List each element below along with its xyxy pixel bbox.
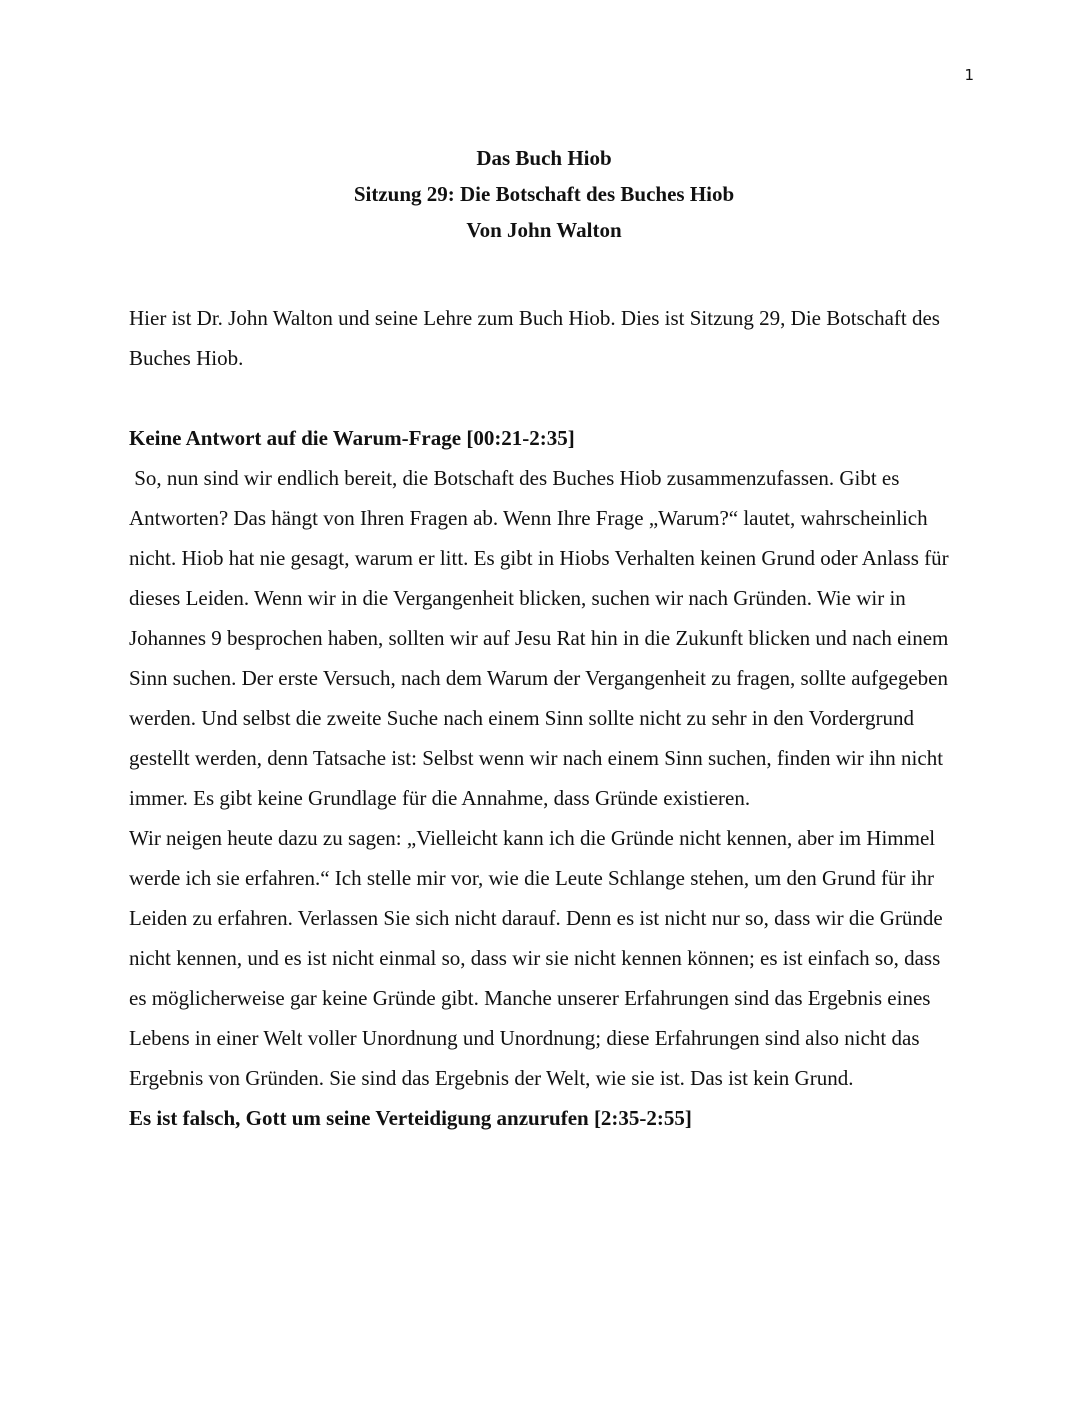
title-line-author: Von John Walton xyxy=(466,218,622,242)
intro-paragraph: Hier ist Dr. John Walton und seine Lehre zum Buch Hiob. Dies ist Sitzung 29, Die Botschaft des Buches Hiob. xyxy=(129,306,940,370)
title-line-book: Das Buch Hiob xyxy=(476,146,612,170)
document-title xyxy=(0,140,1088,248)
document-body xyxy=(129,298,959,1138)
section-heading-1: Keine Antwort auf die Warum-Frage [00:21-2:35] xyxy=(129,426,575,450)
section-1-paragraph-1: So, nun sind wir endlich bereit, die Botschaft des Buches Hiob zusammenzufassen. Gibt es Antworten? Das hängt von Ihren Fragen ab. Wenn Ihre Frage „Warum?“ lautet, wahrscheinlich nicht. Hiob hat nie gesagt, warum er litt. Es gibt in Hiobs Verhalten keinen Grund oder Anlass für dieses Leiden. Wenn wir in die Vergangenheit blicken, suchen wir nach Gründen. Wie wir in Johannes 9 besprochen haben, sollten wir auf Jesu Rat hin in die Zukunft blicken und nach einem Sinn suchen. Der erste Versuch, nach dem Warum der Vergangenheit zu fragen, sollte aufgegeben werden. Und selbst die zweite Suche nach einem Sinn sollte nicht zu sehr in den Vordergrund gestellt werden, denn Tatsache ist: Selbst wenn wir nach einem Sinn suchen, finden wir ihn nicht immer. Es gibt keine Grundlage für die Annahme, dass Gründe existieren. xyxy=(129,466,954,810)
section-heading-2: Es ist falsch, Gott um seine Verteidigung anzurufen [2:35-2:55] xyxy=(129,1106,692,1130)
title-line-session: Sitzung 29: Die Botschaft des Buches Hiob xyxy=(353,182,735,206)
section-1-paragraph-2: Wir neigen heute dazu zu sagen: „Vielleicht kann ich die Gründe nicht kennen, aber im Himmel werde ich sie erfahren.“ Ich stelle mir vor, wie die Leute Schlange stehen, um den Grund für ihr Leiden zu erfahren. Verlassen Sie sich nicht darauf. Denn es ist nicht nur so, dass wir die Gründe nicht kennen, und es ist nicht einmal so, dass wir sie nicht kennen können; es ist einfach so, dass es möglicherweise gar keine Gründe gibt. Manche unserer Erfahrungen sind das Ergebnis eines Lebens in einer Welt voller Unordnung und Unordnung; diese Erfahrungen sind also nicht das Ergebnis von Gründen. Sie sind das Ergebnis der Welt, wie sie ist. Das ist kein Grund. xyxy=(129,826,943,1090)
page-number: 1 xyxy=(964,66,974,84)
